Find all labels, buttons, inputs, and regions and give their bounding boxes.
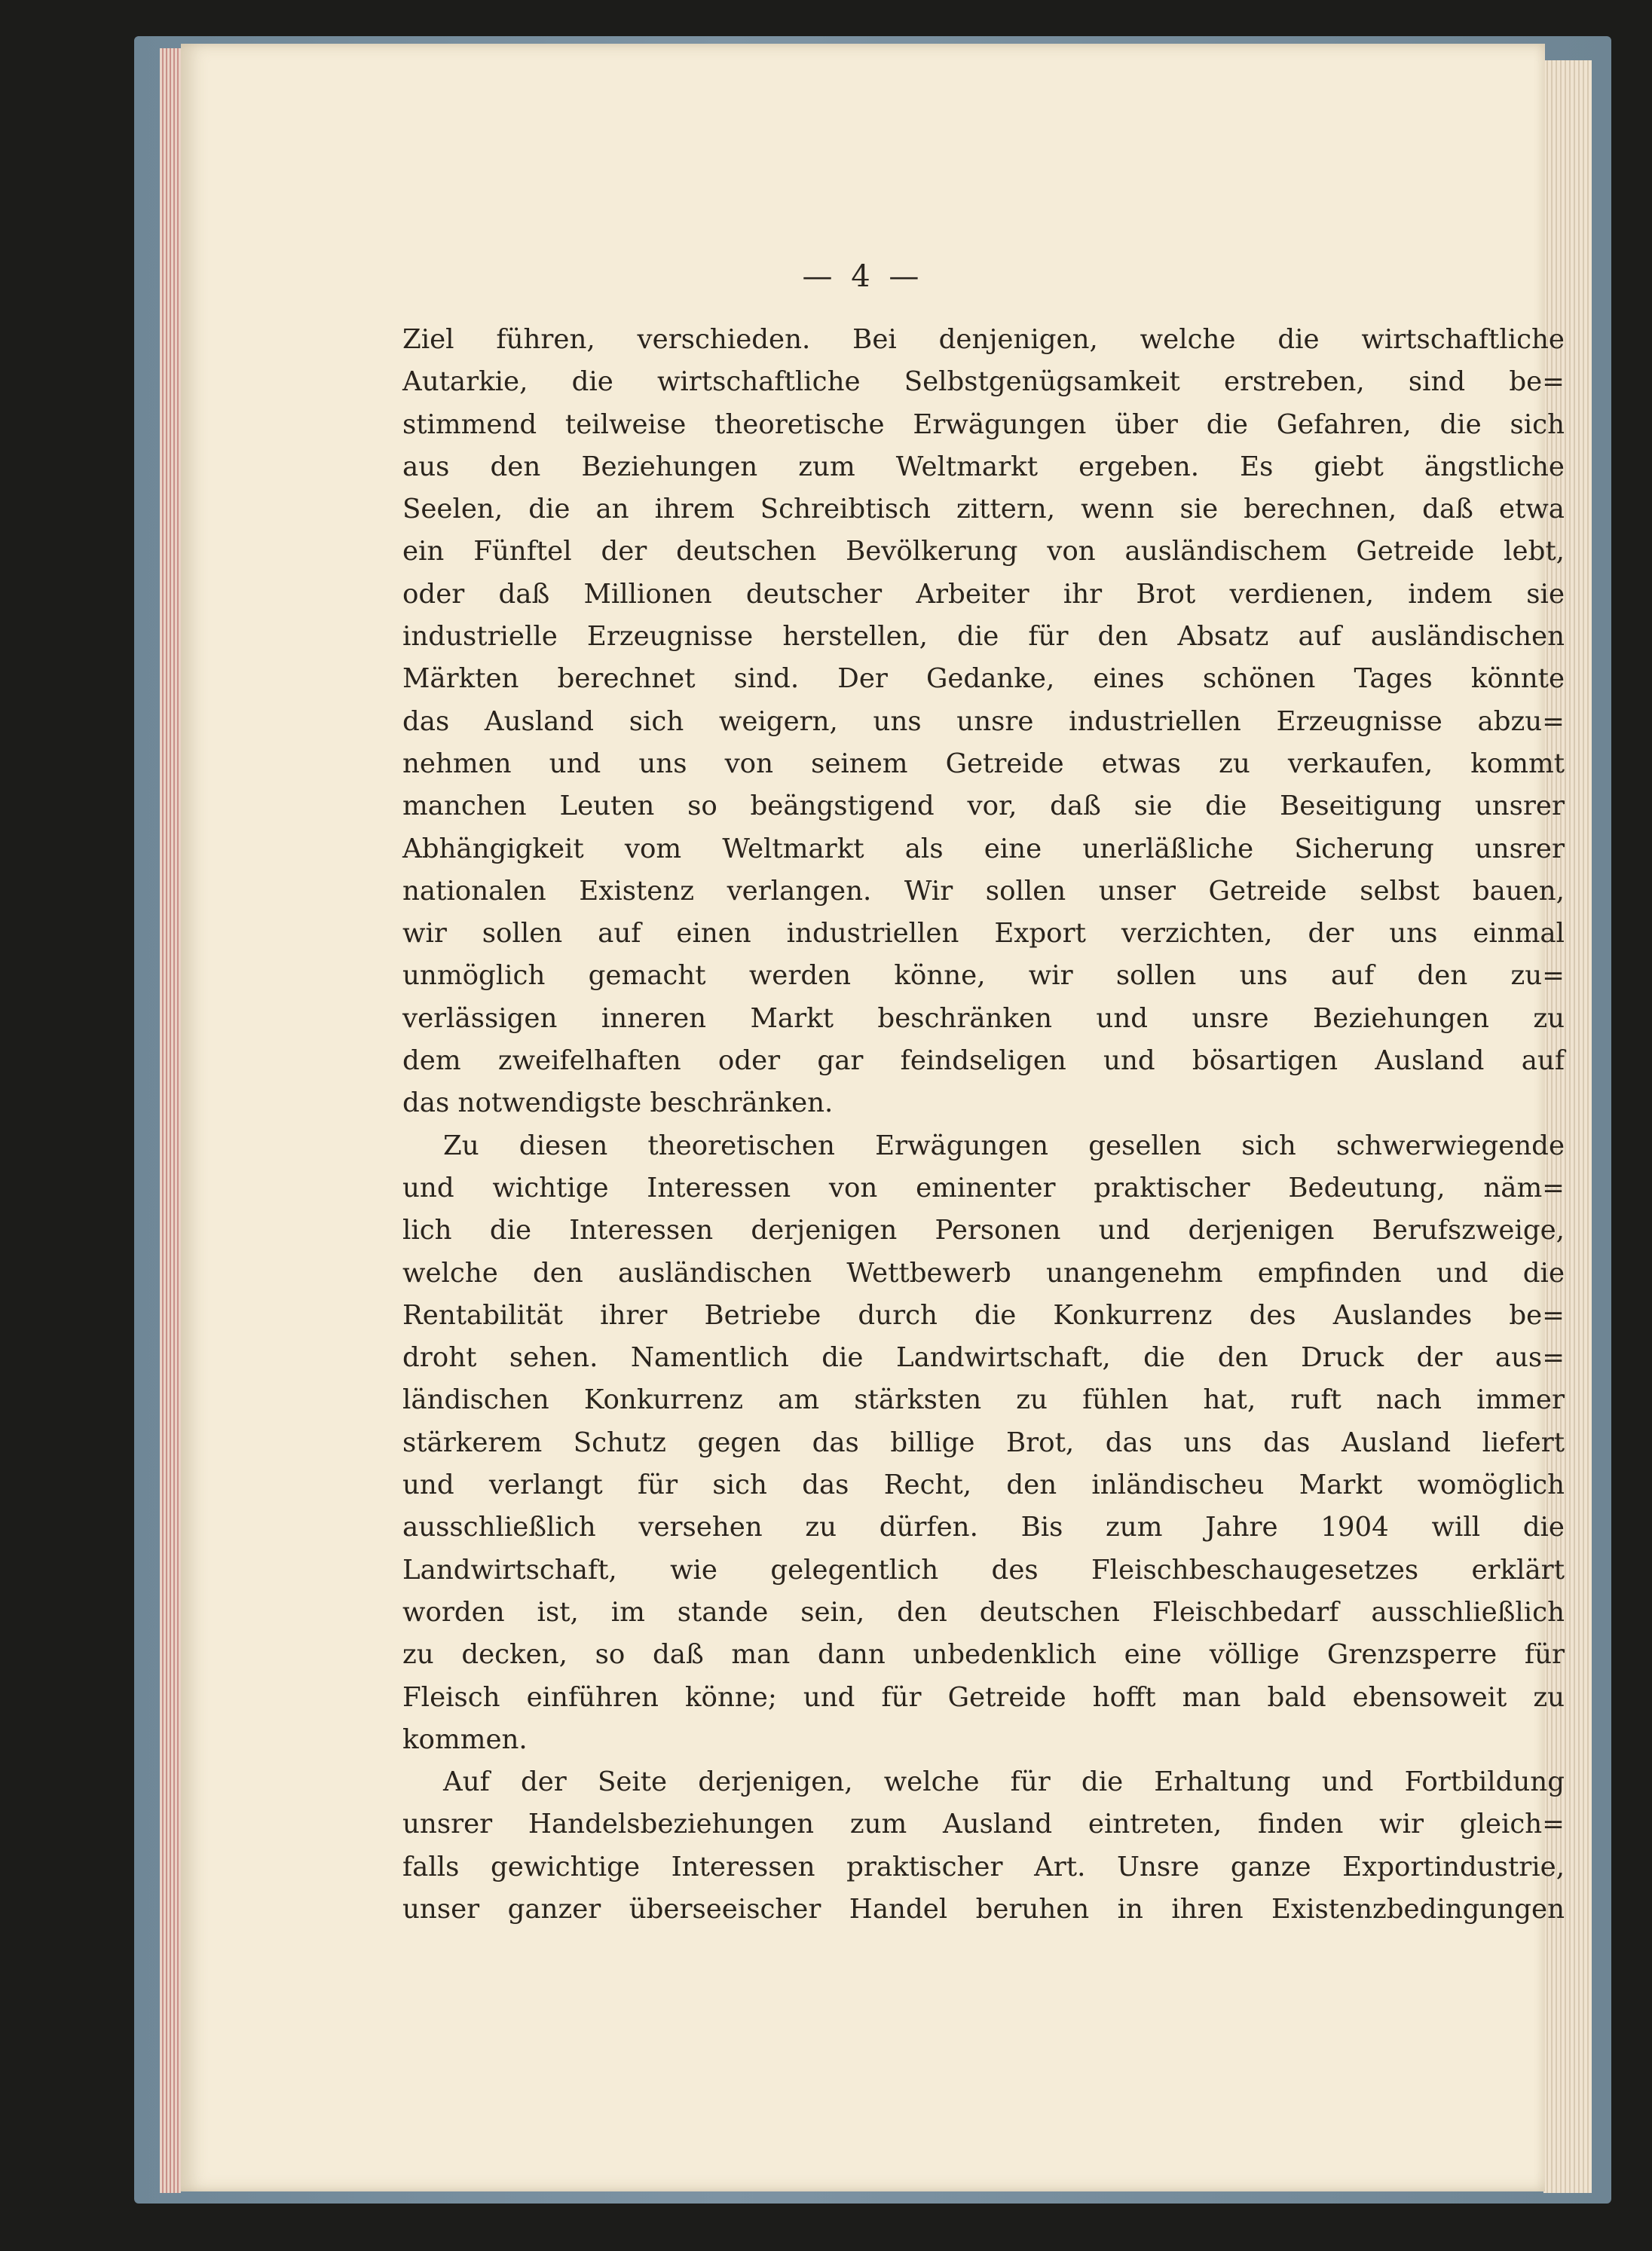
- text-line: wir sollen auf einen industriellen Export verzichten, der uns einmal: [402, 918, 1565, 950]
- text-line: unser ganzer überseeischer Handel beruhen in ihren Existenzbedingungen: [402, 1893, 1565, 1925]
- text-line: Seelen, die an ihrem Schreibtisch zittern, wenn sie berechnen, daß etwa: [402, 494, 1565, 525]
- page-edges-left: [160, 48, 181, 2193]
- text-line: unmöglich gemacht werden könne, wir sollen uns auf den zu=: [402, 960, 1565, 992]
- text-line: das Ausland sich weigern, uns unsre industriellen Erzeugnisse abzu=: [402, 705, 1565, 737]
- text-line: droht sehen. Namentlich die Landwirtschaft, die den Druck der aus=: [402, 1342, 1565, 1374]
- text-line: das notwendigste beschränken.: [402, 1087, 834, 1119]
- text-line: Auf der Seite derjenigen, welche für die Erhaltung und Fortbildung: [443, 1766, 1565, 1798]
- text-line: stärkerem Schutz gegen das billige Brot, das uns das Ausland liefert: [402, 1427, 1565, 1458]
- text-line: nationalen Existenz verlangen. Wir sollen unser Getreide selbst bauen,: [402, 875, 1565, 907]
- text-line: aus den Beziehungen zum Weltmarkt ergeben. Es giebt ängstliche: [402, 451, 1565, 482]
- text-line: Abhängigkeit vom Weltmarkt als eine unerläßliche Sicherung unsrer: [402, 833, 1565, 864]
- text-line: falls gewichtige Interessen praktischer Art. Unsre ganze Exportindustrie,: [402, 1851, 1565, 1882]
- page-sheet: [181, 44, 1565, 2191]
- text-line: und verlangt für sich das Recht, den inländischeu Markt womöglich: [402, 1470, 1565, 1501]
- text-line: unsrer Handelsbeziehungen zum Ausland eintreten, finden wir gleich=: [402, 1809, 1565, 1840]
- text-line: worden ist, im stande sein, den deutschen Fleischbedarf ausschließlich: [402, 1596, 1565, 1628]
- text-line: manchen Leuten so beängstigend vor, daß sie die Beseitigung unsrer: [402, 791, 1565, 822]
- text-line: Märkten berechnet sind. Der Gedanke, eines schönen Tages könnte: [402, 663, 1565, 695]
- text-line: Rentabilität ihrer Betriebe durch die Konkurrenz des Auslandes be=: [402, 1299, 1565, 1331]
- text-line: verlässigen inneren Markt beschränken und unsre Beziehungen zu: [402, 1002, 1565, 1034]
- text-line: zu decken, so daß man dann unbedenklich eine völlige Grenzsperre für: [402, 1639, 1565, 1671]
- text-line: welche den ausländischen Wettbewerb unangenehm empfinden und die: [402, 1257, 1565, 1289]
- body-text: [402, 319, 1565, 1931]
- text-line: Zu diesen theoretischen Erwägungen gesellen sich schwerwiegende: [443, 1130, 1565, 1161]
- text-line: lich die Interessen derjenigen Personen und derjenigen Berufszweige,: [402, 1215, 1565, 1246]
- text-line: ausschließlich versehen zu dürfen. Bis zum Jahre 1904 will die: [402, 1512, 1565, 1543]
- text-line: stimmend teilweise theoretische Erwägungen über die Gefahren, die sich: [402, 408, 1565, 440]
- text-line: kommen.: [402, 1723, 528, 1755]
- text-line: und wichtige Interessen von eminenter praktischer Bedeutung, näm=: [402, 1172, 1565, 1203]
- text-line: Ziel führen, verschieden. Bei denjenigen, welche die wirtschaftliche: [402, 324, 1565, 355]
- text-line: nehmen und uns von seinem Getreide etwas zu verkaufen, kommt: [402, 748, 1565, 779]
- page-number: — 4 —: [802, 259, 924, 294]
- text-line: ein Fünftel der deutschen Bevölkerung von ausländischem Getreide lebt,: [402, 536, 1565, 567]
- text-line: industrielle Erzeugnisse herstellen, die für den Absatz auf ausländischen: [402, 621, 1565, 653]
- text-line: Autarkie, die wirtschaftliche Selbstgenügsamkeit erstreben, sind be=: [402, 366, 1565, 398]
- text-line: oder daß Millionen deutscher Arbeiter ihr Brot verdienen, indem sie: [402, 578, 1565, 610]
- text-line: dem zweifelhaften oder gar feindseligen und bösartigen Ausland auf: [402, 1045, 1565, 1077]
- text-line: Fleisch einführen könne; und für Getreide hofft man bald ebensoweit zu: [402, 1681, 1565, 1713]
- text-line: ländischen Konkurrenz am stärksten zu fühlen hat, ruft nach immer: [402, 1384, 1565, 1416]
- text-line: Landwirtschaft, wie gelegentlich des Fleischbeschaugesetzes erklärt: [402, 1554, 1565, 1586]
